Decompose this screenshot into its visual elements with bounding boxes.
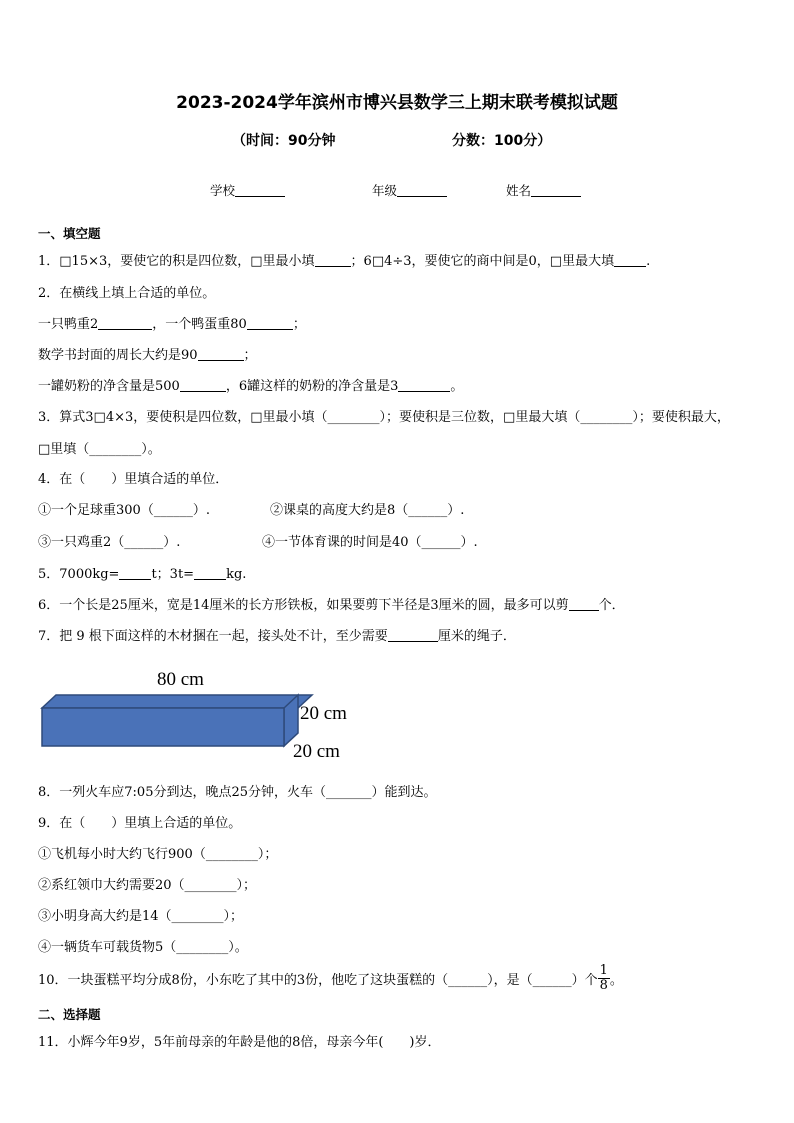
grade-field <box>372 181 447 199</box>
page-title: 2023-2024学年滨州市博兴县数学三上期末联考模拟试题 <box>176 93 618 113</box>
time-label: （时间：90分钟 <box>232 133 336 149</box>
name-field <box>506 181 581 199</box>
question-4: 4．在（ ）里填合适的单位． <box>38 472 229 487</box>
question-9a: ①飞机每小时大约飞行900（________）； <box>38 847 278 862</box>
question-8: 8．一列火车应7:05分到达，晚点25分钟，火车（_______）能到达。 <box>38 785 437 800</box>
question-9: 9．在（ ）里填上合适的单位。 <box>38 816 242 831</box>
school-label: 学校 <box>210 183 236 198</box>
question-4b: ②课桌的高度大约是8（______）. <box>270 503 465 518</box>
block-front-face <box>42 708 284 746</box>
block-depth-label: 20 cm <box>293 741 340 762</box>
wood-block-figure <box>30 665 370 769</box>
question-10: 10．一块蛋糕平均分成8份，小东吃了其中的3份，他吃了这块蛋糕的（______），是（______）个 $\frac{1}{8}$ 。 <box>38 963 623 993</box>
question-2a: 一只鸭重2 ，一个鸭蛋重80 ； <box>38 317 306 332</box>
question-4c: ③一只鸡重2（______）. <box>38 535 181 550</box>
question-9c: ③小明身高大约是14（________）； <box>38 909 244 924</box>
question-11: 11．小辉今年9岁，5年前母亲的年龄是他的8倍，母亲今年( )岁． <box>38 1035 441 1050</box>
section-fill-in: 一、填空题 <box>38 226 101 241</box>
question-9b: ②系红领巾大约需要20（________）； <box>38 878 257 893</box>
question-4d: ④一节体育课的时间是40（______）. <box>262 535 478 550</box>
block-top-face <box>42 695 312 708</box>
fraction-one-eighth: $\frac{1}{8}$ <box>599 963 608 993</box>
question-7: 7．把 9 根下面这样的木材捆在一起，接头处不计，至少需要 厘米的绳子． <box>38 629 516 644</box>
grade-label: 年级 <box>372 183 398 198</box>
question-3: 3．算式3□4×3，要使积是四位数，□里最小填（________）；要使积是三位数，□里最大填（________）；要使积最大， <box>38 410 730 425</box>
question-2c: 一罐奶粉的净含量是500 ，6罐这样的奶粉的净含量是3 。 <box>38 379 464 394</box>
question-2: 2．在横线上填上合适的单位。 <box>38 286 216 301</box>
block-length-label: 80 cm <box>157 669 204 690</box>
question-6: 6．一个长是25厘米，宽是14厘米的长方形铁板，如果要剪下半径是3厘米的圆，最多可以剪 个． <box>38 598 625 613</box>
block-height-label: 20 cm <box>300 703 347 724</box>
question-9d: ④一辆货车可载货物5（________）。 <box>38 940 248 955</box>
name-label: 姓名 <box>506 183 532 198</box>
question-4a: ①一个足球重300（______）. <box>38 503 210 518</box>
question-5: 5．7000kg= t；3t= kg. <box>38 567 247 582</box>
school-field <box>210 181 285 199</box>
section-choice: 二、选择题 <box>38 1007 101 1022</box>
question-2b: 数学书封面的周长大约是90 ； <box>38 348 257 363</box>
score-label: 分数：100分） <box>452 133 552 149</box>
question-1: 1．□15×3，要使它的积是四位数，□里最小填 ；6□4÷3，要使它的商中间是0，□里最大填 . <box>38 254 651 269</box>
question-3b: □里填（________）。 <box>38 442 161 457</box>
